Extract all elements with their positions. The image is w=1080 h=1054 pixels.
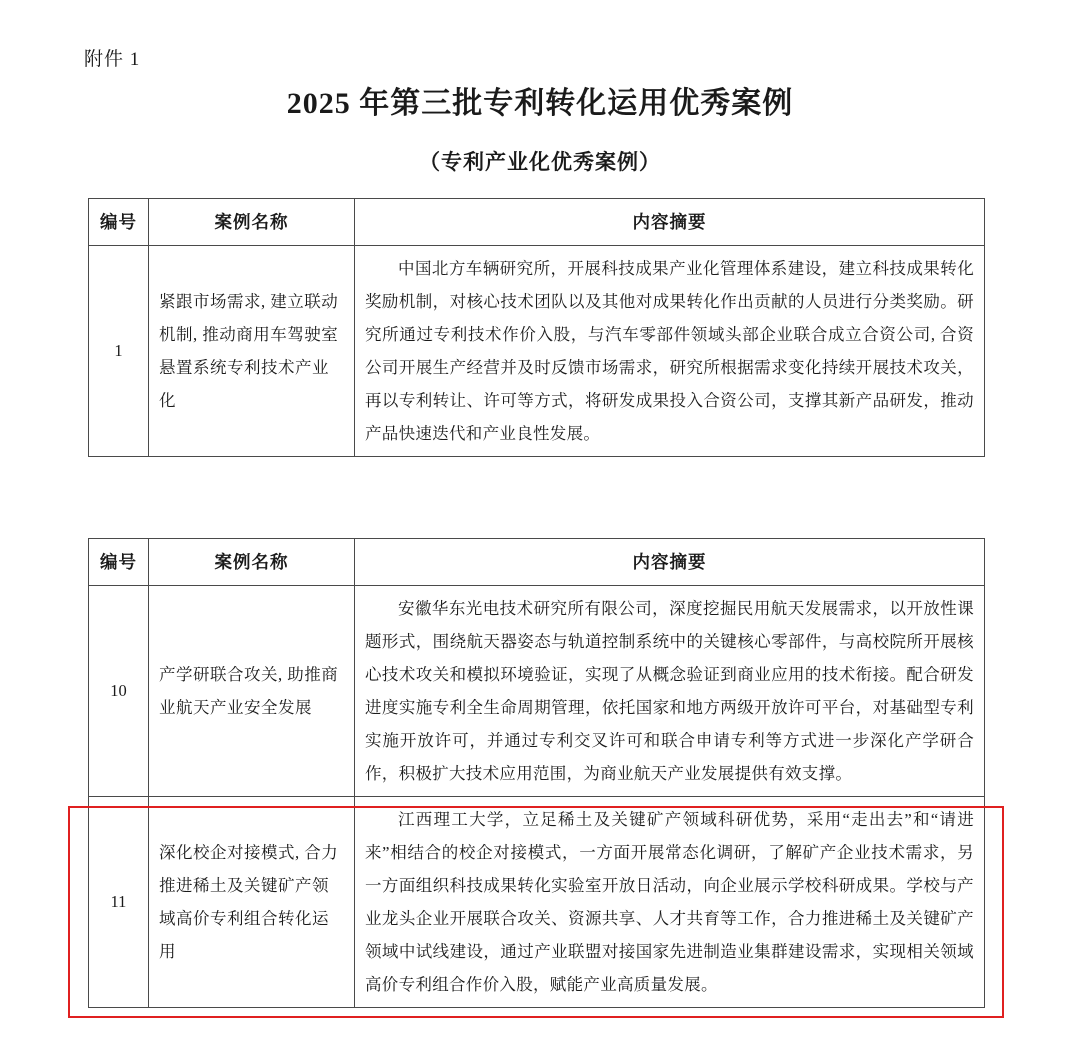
- table-row: [89, 586, 985, 797]
- table-header-row: [89, 539, 985, 586]
- cell-case-name: 紧跟市场需求, 建立联动机制, 推动商用车驾驶室悬置系统专利技术产业化: [149, 246, 355, 457]
- cell-case-number: 11: [89, 797, 149, 1008]
- summary-paragraph: 安徽华东光电技术研究所有限公司，深度挖掘民用航天发展需求，以开放性课题形式，围绕航天器姿态与轨道控制系统中的关键核心零部件，与高校院所开展核心技术攻关和模拟环境验证，实现了从概念验证到商业应用的技术衔接。配合研发进度实施专利全生命周期管理，依托国家和地方两级开放许可平台，对基础型专利实施开放许可，并通过专利交叉许可和联合申请专利等方式进一步深化产学研合作，积极扩大技术应用范围，为商业航天产业发展提供有效支撑。: [365, 599, 974, 783]
- column-header-no: 编号: [89, 539, 149, 586]
- table-row: [89, 246, 985, 457]
- column-header-name: 案例名称: [149, 199, 355, 246]
- page-subtitle: （专利产业化优秀案例）: [419, 150, 661, 174]
- page-title: 2025 年第三批专利转化运用优秀案例: [286, 87, 794, 120]
- column-header-no: 编号: [89, 199, 149, 246]
- table-row: [89, 797, 985, 1008]
- column-header-name: 案例名称: [149, 539, 355, 586]
- summary-paragraph: 江西理工大学，立足稀土及关键矿产领域科研优势，采用“走出去”和“请进来”相结合的校企对接模式，一方面开展常态化调研，了解矿产企业技术需求，另一方面组织科技成果转化实验室开放日活动，向企业展示学校科研成果。学校与产业龙头企业开展联合攻关、资源共享、人才共育等工作，合力推进稀土及关键矿产领域中试线建设，通过产业联盟对接国家先进制造业集群建设需求，实现相关领域高价专利组合作价入股，赋能产业高质量发展。: [365, 810, 974, 994]
- cell-case-name: 深化校企对接模式, 合力推进稀土及关键矿产领域高价专利组合转化运用: [149, 797, 355, 1008]
- column-header-summary: 内容摘要: [355, 539, 985, 586]
- cell-case-summary: [355, 586, 985, 797]
- cell-case-summary: [355, 246, 985, 457]
- column-header-summary: 内容摘要: [355, 199, 985, 246]
- case-table-second: [88, 538, 985, 1008]
- cell-case-number: 10: [89, 586, 149, 797]
- cell-case-summary: [355, 797, 985, 1008]
- cell-case-number: 1: [89, 246, 149, 457]
- attachment-label: 附件 1: [84, 49, 141, 70]
- case-table-first: [88, 198, 985, 457]
- summary-paragraph: 中国北方车辆研究所，开展科技成果产业化管理体系建设，建立科技成果转化奖励机制，对核心技术团队以及其他对成果转化作出贡献的人员进行分类奖励。研究所通过专利技术作价入股，与汽车零部件领域头部企业联合成立合资公司, 合资公司开展生产经营并及时反馈市场需求，研究所根据需求变化持续开展技术攻关，再以专利转让、许可等方式，将研发成果投入合资公司，支撑其新产品研发，推动产品快速迭代和产业良性发展。: [365, 259, 974, 443]
- table-header-row: [89, 199, 985, 246]
- cell-case-name: 产学研联合攻关, 助推商业航天产业安全发展: [149, 586, 355, 797]
